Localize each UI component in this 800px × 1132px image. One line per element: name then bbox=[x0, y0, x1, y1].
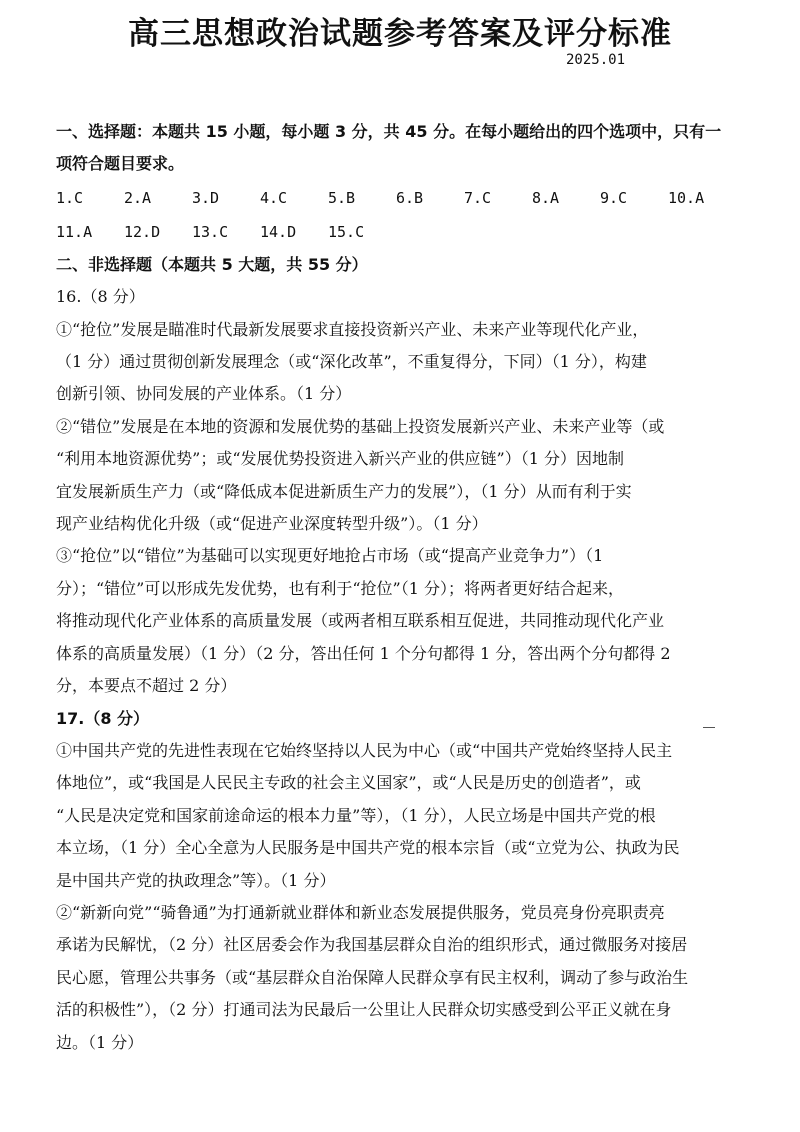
q17-text-line: 本立场，（1 分）全心全意为人民服务是中国共产党的根本宗旨（或“立党为公、执政为民 bbox=[56, 838, 680, 858]
section1-heading-line1: 一、选择题：本题共 15 小题，每小题 3 分，共 45 分。在每小题给出的四个选项中，只有一 bbox=[56, 122, 722, 141]
section1-heading-line2: 项符合题目要求。 bbox=[56, 154, 185, 174]
answer-item: 1.C bbox=[56, 188, 84, 207]
document-body bbox=[56, 116, 768, 1059]
q16-text-line: 分）；“错位”可以形成先发优势，也有利于“抢位”（1 分）；将两者更好结合起来， bbox=[56, 578, 624, 598]
answer-item: 14.D bbox=[260, 222, 297, 241]
q17-text-line: 活的积极性”），（2 分）打通司法为民最后一公里让人民群众切实感受到公平正义就在身 bbox=[56, 1000, 672, 1020]
section2-heading: 二、非选择题（本题共 5 大题，共 55 分） bbox=[56, 254, 368, 274]
q16-text-line: ②“错位”发展是在本地的资源和发展优势的基础上投资发展新兴产业、未来产业等（或 bbox=[56, 416, 665, 436]
q16-text-line: 现产业结构优化升级（或“促进产业深度转型升级”）。（1 分） bbox=[56, 514, 488, 534]
q16-text-line: 宜发展新质生产力（或“降低成本促进新质生产力的发展”），（1 分）从而有利于实 bbox=[56, 481, 632, 501]
q17-text-line: 是中国共产党的执政理念”等）。（1 分） bbox=[56, 870, 336, 890]
answer-item: 15.C bbox=[328, 222, 365, 241]
q16-text-line: “利用本地资源优势”；或“发展优势投资进入新兴产业的供应链”）（1 分）因地制 bbox=[56, 449, 624, 469]
q16-text-line: ①“抢位”发展是瞄准时代最新发展要求直接投资新兴产业、未来产业等现代化产业， bbox=[56, 319, 649, 339]
q16-text-line: 创新引领、协同发展的产业体系。（1 分） bbox=[56, 384, 352, 404]
question-16-heading: 16.（8 分） bbox=[56, 287, 145, 307]
answer-item: 13.C bbox=[192, 222, 229, 241]
q17-text-line: 民心愿，管理公共事务（或“基层群众自治保障人民群众享有民主权利，调动了参与政治生 bbox=[56, 967, 689, 987]
exam-date: 2025.01 bbox=[566, 52, 626, 68]
q17-text-line: ①中国共产党的先进性表现在它始终坚持以人民为中心（或“中国共产党始终坚持人民主 bbox=[56, 740, 673, 760]
q17-text-line: 承诺为民解忧，（2 分）社区居委会作为我国基层群众自治的组织形式，通过微服务对接居 bbox=[56, 935, 688, 955]
answer-item: 11.A bbox=[56, 222, 93, 241]
answer-item: 2.A bbox=[124, 188, 152, 207]
choice-answers-row-2 bbox=[56, 215, 768, 249]
answer-item: 6.B bbox=[396, 188, 424, 207]
answer-item: 12.D bbox=[124, 222, 161, 241]
answer-item: 10.A bbox=[668, 188, 705, 207]
q17-text-line: 边。（1 分） bbox=[56, 1032, 144, 1052]
margin-dash-mark bbox=[703, 727, 715, 728]
answer-item: 7.C bbox=[464, 188, 492, 207]
q17-text-line: “人民是决定党和国家前途命运的根本力量”等），（1 分），人民立场是中国共产党的根 bbox=[56, 805, 656, 825]
question-17-heading: 17.（8 分） bbox=[56, 708, 150, 728]
q16-text-line: ③“抢位”以“错位”为基础可以实现更好地抢占市场（或“提高产业竞争力”）（1 bbox=[56, 546, 604, 566]
answer-item: 4.C bbox=[260, 188, 288, 207]
q16-text-line: 体系的高质量发展）（1 分）（2 分，答出任何 1 个分句都得 1 分，答出两个分句都得 2 bbox=[56, 643, 671, 663]
answer-item: 9.C bbox=[600, 188, 628, 207]
q16-text-line: 分，本要点不超过 2 分） bbox=[56, 676, 237, 696]
q16-text-line: （1 分）通过贯彻创新发展理念（或“深化改革”，不重复得分，下同）（1 分），构建 bbox=[56, 352, 647, 372]
page-title: 高三思想政治试题参考答案及评分标准 bbox=[128, 16, 672, 52]
answer-item: 8.A bbox=[532, 188, 560, 207]
answer-item: 3.D bbox=[192, 188, 220, 207]
q17-text-line: ②“新新向党”“骑鲁通”为打通新就业群体和新业态发展提供服务，党员亮身份亮职责亮 bbox=[56, 902, 665, 922]
q17-text-line: 体地位”，或“我国是人民民主专政的社会主义国家”，或“人民是历史的创造者”，或 bbox=[56, 773, 641, 793]
answer-item: 5.B bbox=[328, 188, 356, 207]
q16-text-line: 将推动现代化产业体系的高质量发展（或两者相互联系相互促进，共同推动现代化产业 bbox=[56, 611, 665, 631]
choice-answers-row-1 bbox=[56, 181, 768, 215]
